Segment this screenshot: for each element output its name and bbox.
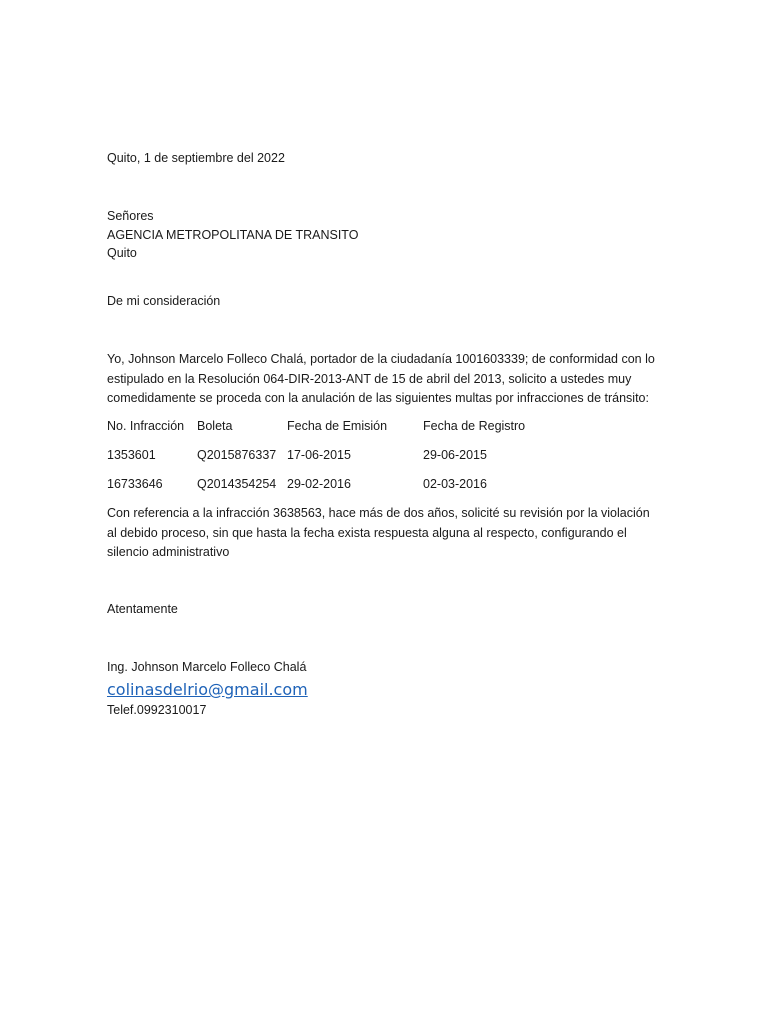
- table-cell: Q2014354254: [197, 477, 277, 491]
- date-line: Quito, 1 de septiembre del 2022: [107, 151, 285, 165]
- table-cell: 16733646: [107, 477, 163, 491]
- header-fecha-emision: Fecha de Emisión: [287, 419, 388, 433]
- body-line: Con referencia a la infracción 3638563, hace más de dos años, solicité su revisión por la violación: [107, 506, 650, 520]
- table-cell: Q2015876337: [197, 448, 277, 462]
- table-cell: 29-02-2016: [287, 477, 351, 491]
- header-infraccion: No. Infracción: [107, 419, 185, 433]
- body-line: silencio administrativo: [107, 545, 230, 559]
- table-cell: 17-06-2015: [287, 448, 351, 462]
- recipient-salutation: Señores: [107, 209, 154, 223]
- table-cell: 29-06-2015: [423, 448, 487, 462]
- greeting: De mi consideración: [107, 294, 221, 308]
- table-cell: 02-03-2016: [423, 477, 487, 491]
- signature-phone: Telef.0992310017: [107, 703, 207, 717]
- intro-line: estipulado en la Resolución 064-DIR-2013-ANT de 15 de abril del 2013, solicito a ustedes muy: [107, 371, 632, 386]
- header-fecha-registro: Fecha de Registro: [423, 419, 526, 433]
- closing: Atentamente: [107, 602, 178, 616]
- header-boleta: Boleta: [197, 419, 233, 433]
- signature-name: Ing. Johnson Marcelo Folleco Chalá: [107, 660, 307, 674]
- recipient-city: Quito: [107, 246, 137, 260]
- intro-paragraph: [107, 350, 667, 409]
- body-line: al debido proceso, sin que hasta la fecha exista respuesta alguna al respecto, configurando el: [107, 525, 627, 540]
- table-cell: 1353601: [107, 448, 156, 462]
- email-link[interactable]: colinasdelrio@gmail.com: [107, 680, 308, 699]
- intro-line: comedidamente se proceda con la anulación de las siguientes multas por infracciones de tránsito:: [107, 391, 649, 405]
- recipient-organization: AGENCIA METROPOLITANA DE TRANSITO: [107, 228, 359, 242]
- body-paragraph: [107, 504, 667, 563]
- intro-line: Yo, Johnson Marcelo Folleco Chalá, portador de la ciudadanía 1001603339; de conformidad con lo: [107, 352, 655, 366]
